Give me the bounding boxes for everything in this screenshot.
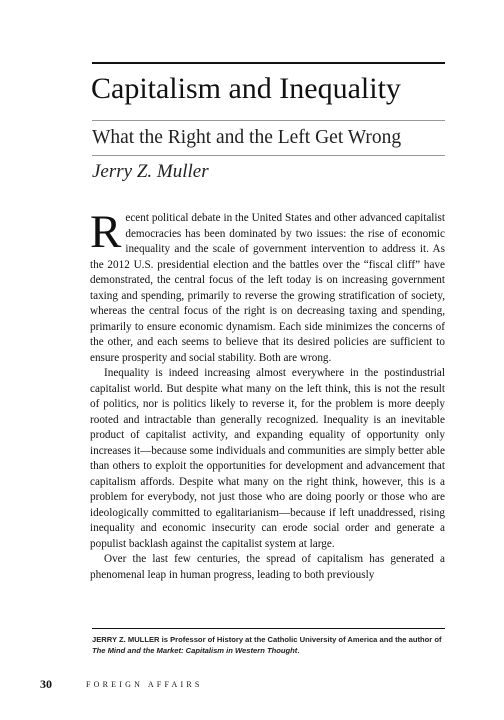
article-author: Jerry Z. Muller (92, 161, 209, 182)
article-subtitle: What the Right and the Left Get Wrong (92, 127, 402, 148)
footnote-book-title: The Mind and the Market: Capitalism in Western Thought (92, 646, 298, 655)
title-top-rule (92, 62, 445, 64)
author-footnote (92, 634, 447, 656)
paragraph-1-text: ecent political debate in the United States and other advanced capitalist democracies has been dominated by two issues: the rise of economic inequality and the scale of government intervention to address it. As the 2012 U.S. presidential election and the battles over the “fiscal cliff” have demonstrated, the central focus of the left today is on increasing government taxing and spending, primarily to reverse the growing stratification of society, whereas the central focus of the right is on decreasing taxing and spending, primarily to ensure economic dynamism. Each side minimizes the concerns of the other, and each seems to believe that its desired policies are sufficient to ensure prosperity and social stability. Both are wrong. (90, 212, 445, 364)
article-body (90, 211, 445, 631)
paragraph-1 (90, 211, 445, 366)
footnote-text: is Professor of History at the Catholic University of America and the author of (159, 635, 442, 644)
page-number: 30 (40, 677, 52, 691)
footnote-end: . (297, 646, 300, 655)
paragraph-2: Inequality is indeed increasing almost everywhere in the postindustrial capitalist world. But despite what many on the left think, this is not the result of politics, nor is politics likely to reverse it, for the problem is more deeply rooted and intractable than generally recognized. Inequality is an inevitable product of capitalist activity, and expanding equality of opportunity only increases it—because some individuals and communities are simply better able than others to exploit the opportunities for development and advancement that capitalism affords. Despite what many on the right think, however, this is a problem for everybody, not just those who are doing poorly or those who are ideologically committed to egalitarianism—because if left unaddressed, rising inequality and economic insecurity can erode social order and generate a populist backlash against the capitalist system at large. (90, 367, 445, 550)
paragraph-3: Over the last few centuries, the spread of capitalism has generated a phenomenal leap in human progress, leading to both previously (90, 553, 445, 581)
journal-name: FOREIGN AFFAIRS (86, 680, 203, 689)
footnote-author-name: JERRY Z. MULLER (92, 635, 160, 644)
subtitle-divider (92, 120, 445, 121)
article-title: Capitalism and Inequality (91, 72, 401, 105)
author-divider (92, 155, 445, 156)
footnote-rule (92, 628, 445, 629)
drop-cap: R (90, 211, 122, 258)
